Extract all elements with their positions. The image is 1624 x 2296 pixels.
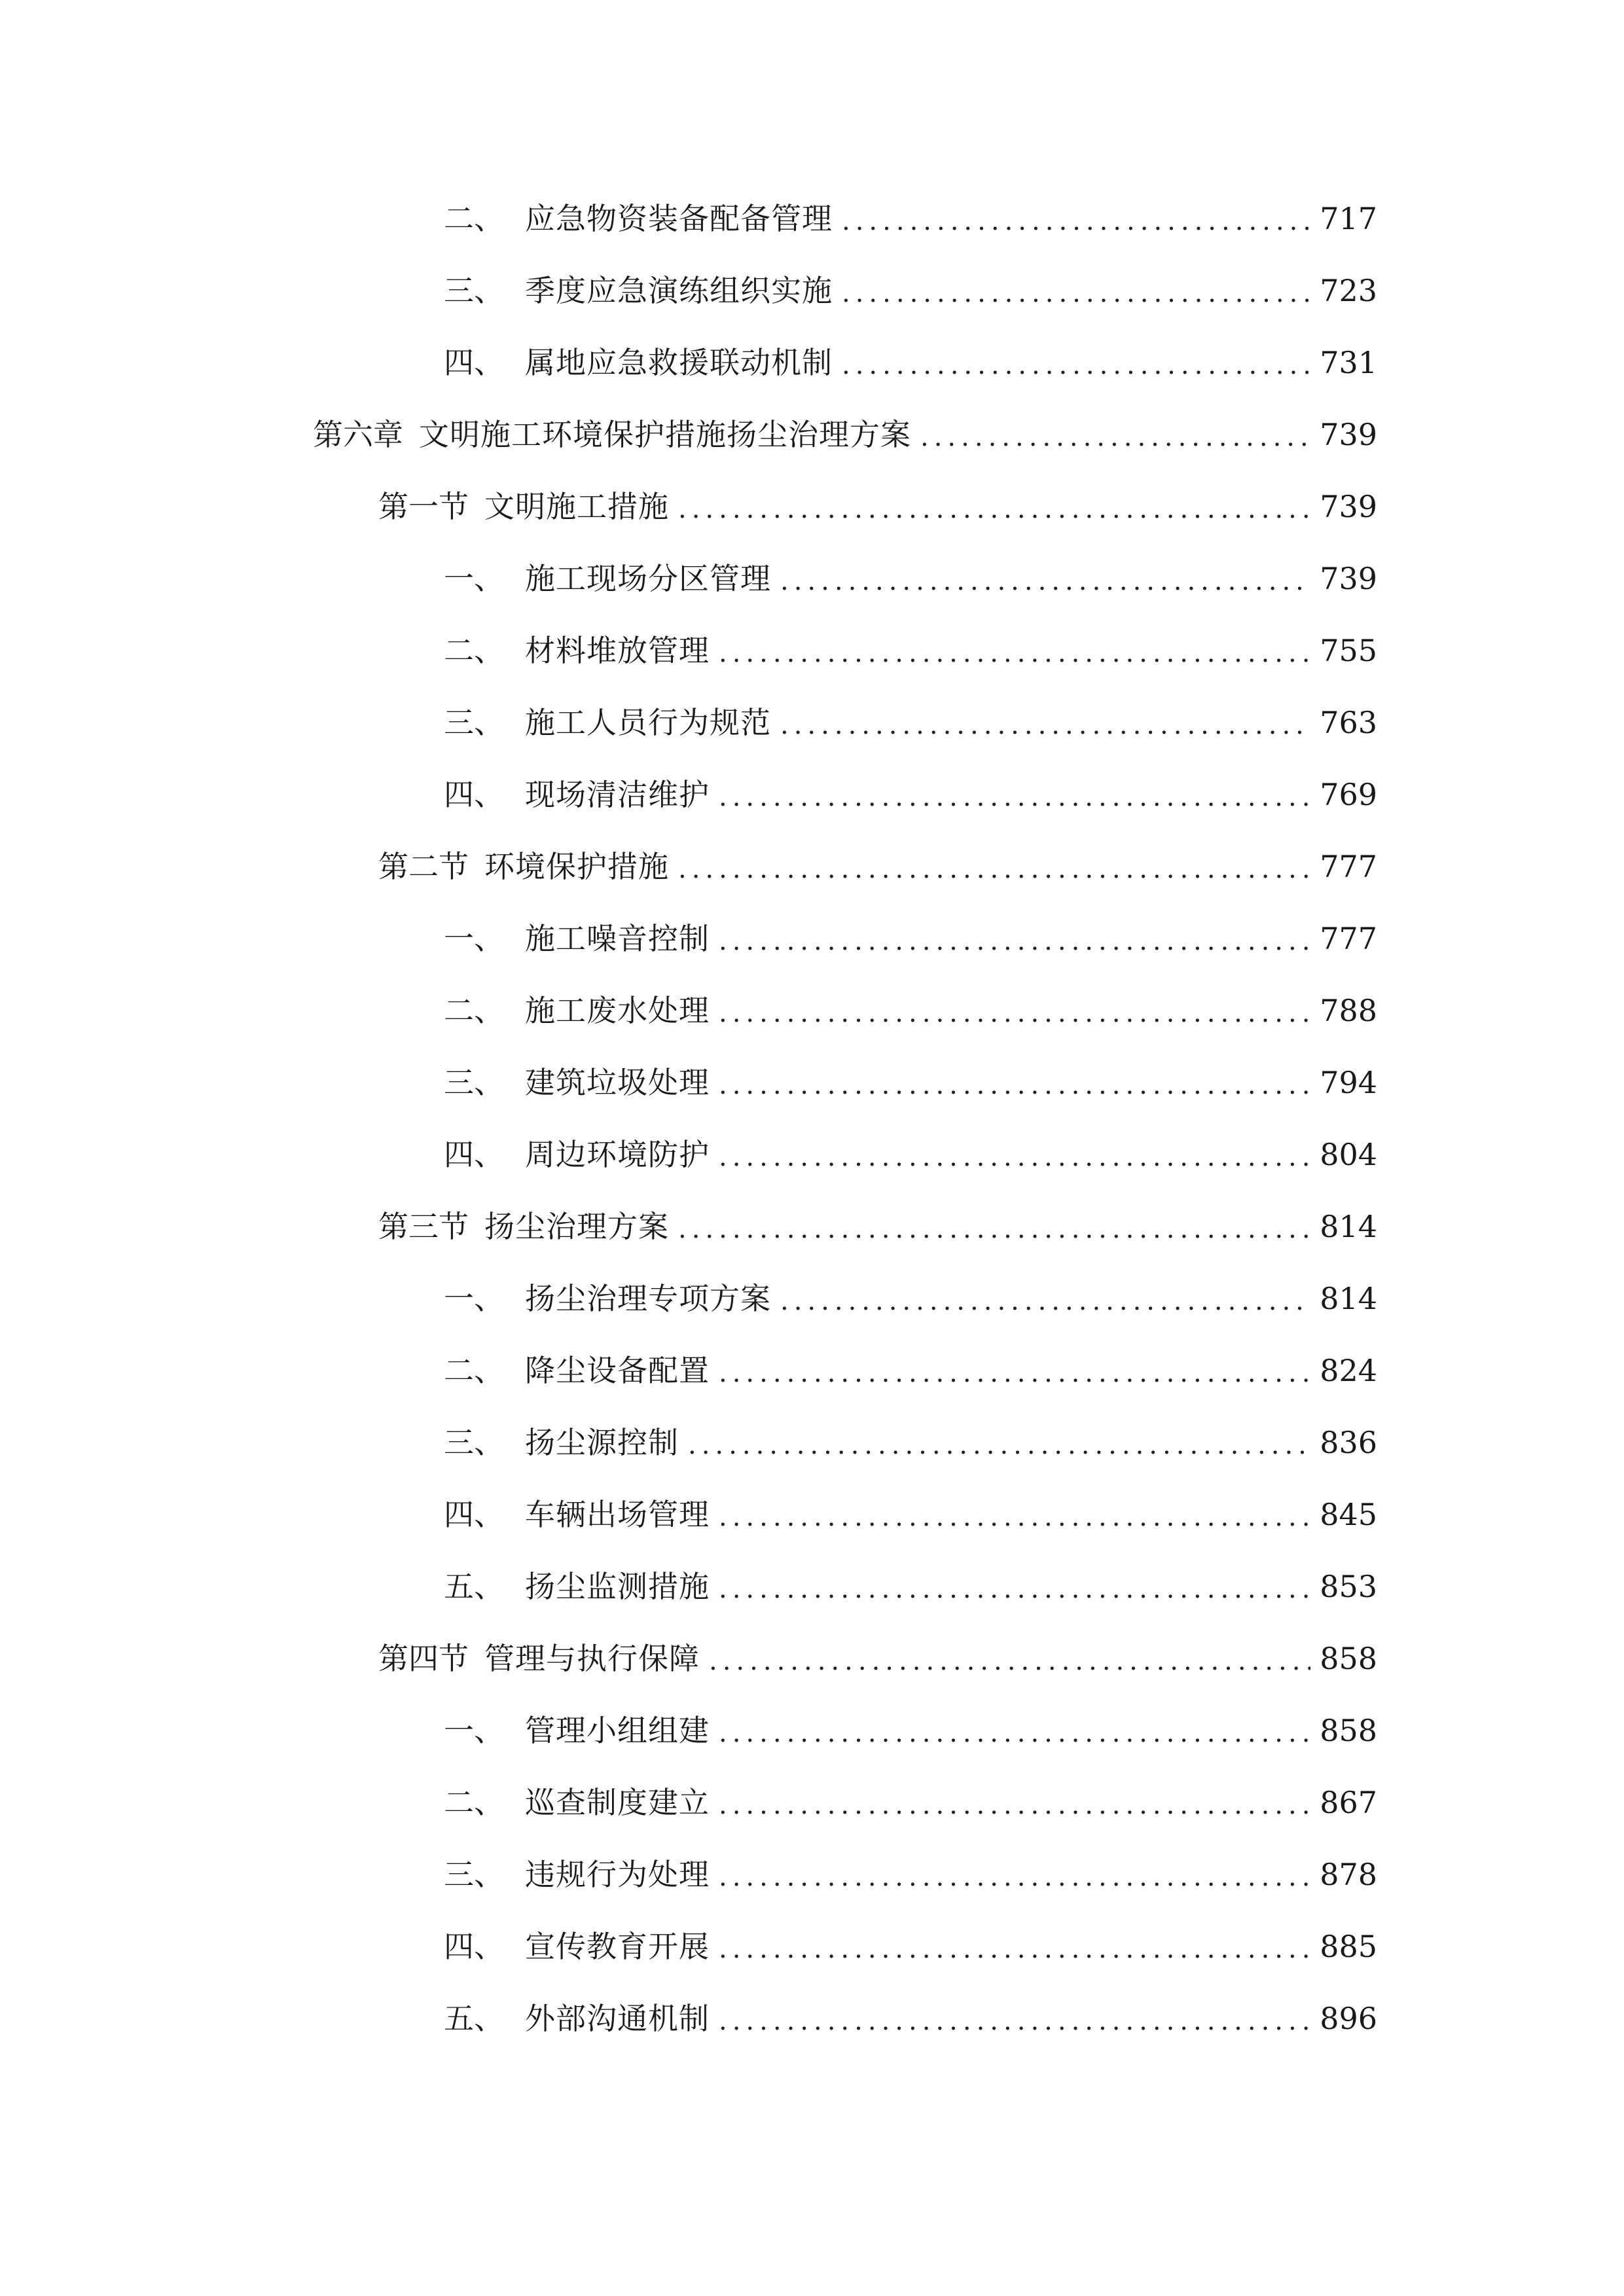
toc-entry-title: 建筑垃圾处理 bbox=[525, 1065, 710, 1100]
dot-leader bbox=[709, 1635, 1310, 1687]
toc-entry-number: 二、 bbox=[444, 993, 504, 1028]
dot-leader bbox=[678, 843, 1310, 895]
dot-leader bbox=[719, 1059, 1310, 1111]
toc-entry-number: 三、 bbox=[444, 705, 504, 740]
dot-leader bbox=[780, 699, 1310, 751]
toc-entry-title: 施工噪音控制 bbox=[525, 921, 710, 956]
toc-entry-page: 794 bbox=[1320, 1065, 1377, 1100]
toc-entry[interactable] bbox=[444, 1416, 1377, 1469]
toc-entry-number: 第二节 bbox=[378, 849, 469, 884]
dot-leader bbox=[719, 627, 1310, 679]
toc-entry-number: 第一节 bbox=[378, 489, 469, 524]
toc-entry-number: 一、 bbox=[444, 1713, 504, 1748]
toc-entry-number: 四、 bbox=[444, 1497, 504, 1532]
toc-entry-section[interactable] bbox=[378, 1200, 1377, 1253]
toc-entry[interactable] bbox=[444, 1704, 1377, 1757]
toc-entry-number: 三、 bbox=[444, 1425, 504, 1460]
toc-entry-number: 四、 bbox=[444, 345, 504, 380]
dot-leader bbox=[780, 555, 1310, 607]
toc-entry-page: 739 bbox=[1320, 489, 1377, 524]
toc-entry-page: 739 bbox=[1320, 417, 1377, 452]
toc-entry[interactable] bbox=[444, 768, 1377, 821]
toc-entry-title: 管理与执行保障 bbox=[484, 1641, 700, 1676]
toc-entry-number: 第三节 bbox=[378, 1209, 469, 1244]
toc-entry-page: 739 bbox=[1320, 561, 1377, 596]
dot-leader bbox=[920, 411, 1310, 463]
toc-entry-title: 应急物资装备配备管理 bbox=[525, 201, 833, 236]
toc-entry-number: 三、 bbox=[444, 1065, 504, 1100]
toc-entry-page: 717 bbox=[1320, 201, 1377, 236]
toc-entry-number: 五、 bbox=[444, 1569, 504, 1604]
toc-entry-number: 二、 bbox=[444, 1785, 504, 1820]
toc-entry-title: 周边环境防护 bbox=[525, 1137, 710, 1172]
toc-entry-page: 731 bbox=[1320, 345, 1377, 380]
toc-entry-page: 763 bbox=[1320, 705, 1377, 740]
toc-entry-page: 723 bbox=[1320, 273, 1377, 308]
toc-entry[interactable] bbox=[444, 1848, 1377, 1901]
dot-leader bbox=[678, 1203, 1310, 1255]
toc-entry-title: 管理小组组建 bbox=[525, 1713, 710, 1748]
dot-leader bbox=[678, 483, 1310, 535]
toc-entry-page: 824 bbox=[1320, 1353, 1377, 1388]
dot-leader bbox=[719, 1923, 1310, 1975]
toc-entry-number: 三、 bbox=[444, 273, 504, 308]
dot-leader bbox=[842, 267, 1310, 319]
toc-entry-page: 777 bbox=[1320, 921, 1377, 956]
toc-entry-page: 853 bbox=[1320, 1569, 1377, 1604]
toc-entry-number: 三、 bbox=[444, 1857, 504, 1892]
toc-entry-number: 一、 bbox=[444, 561, 504, 596]
toc-entry[interactable] bbox=[444, 552, 1377, 605]
toc-entry[interactable] bbox=[444, 912, 1377, 965]
toc-entry-number: 二、 bbox=[444, 201, 504, 236]
toc-entry-title: 扬尘监测措施 bbox=[525, 1569, 710, 1604]
toc-entry-section[interactable] bbox=[378, 480, 1377, 533]
toc-entry-title: 扬尘治理专项方案 bbox=[525, 1281, 771, 1316]
dot-leader bbox=[842, 195, 1310, 247]
toc-entry-page: 814 bbox=[1320, 1209, 1377, 1244]
toc-entry[interactable] bbox=[444, 1488, 1377, 1541]
dot-leader bbox=[719, 915, 1310, 967]
toc-entry-title: 违规行为处理 bbox=[525, 1857, 710, 1892]
toc-entry-page: 755 bbox=[1320, 633, 1377, 668]
toc-entry-title: 施工人员行为规范 bbox=[525, 705, 771, 740]
toc-entry-page: 814 bbox=[1320, 1281, 1377, 1316]
dot-leader bbox=[719, 1131, 1310, 1183]
dot-leader bbox=[719, 1563, 1310, 1615]
toc-entry-number: 五、 bbox=[444, 2001, 504, 2036]
toc-entry-number: 第六章 bbox=[313, 417, 403, 452]
toc-entry-title: 属地应急救援联动机制 bbox=[525, 345, 833, 380]
toc-entry-page: 878 bbox=[1320, 1857, 1377, 1892]
toc-entry[interactable] bbox=[444, 984, 1377, 1037]
toc-entry-page: 858 bbox=[1320, 1713, 1377, 1748]
toc-entry-title: 环境保护措施 bbox=[484, 849, 669, 884]
toc-entry[interactable] bbox=[444, 1920, 1377, 1973]
toc-entry[interactable] bbox=[444, 1776, 1377, 1829]
toc-entry-title: 宣传教育开展 bbox=[525, 1929, 710, 1964]
toc-entry-page: 885 bbox=[1320, 1929, 1377, 1964]
toc-entry[interactable] bbox=[444, 696, 1377, 749]
toc-entry-number: 四、 bbox=[444, 1137, 504, 1172]
dot-leader bbox=[780, 1275, 1310, 1327]
toc-entry-page: 788 bbox=[1320, 993, 1377, 1028]
toc-entry-title: 车辆出场管理 bbox=[525, 1497, 710, 1532]
toc-entry-title: 材料堆放管理 bbox=[525, 633, 710, 668]
toc-entry-section[interactable] bbox=[378, 1632, 1377, 1685]
toc-entry-chapter[interactable] bbox=[313, 408, 1377, 461]
dot-leader bbox=[719, 1491, 1310, 1543]
toc-entry-number: 二、 bbox=[444, 633, 504, 668]
toc-entry-page: 836 bbox=[1320, 1425, 1377, 1460]
toc-entry-page: 777 bbox=[1320, 849, 1377, 884]
toc-entry[interactable] bbox=[444, 624, 1377, 677]
dot-leader bbox=[719, 987, 1310, 1039]
toc-entry-title: 扬尘治理方案 bbox=[484, 1209, 669, 1244]
dot-leader bbox=[719, 1779, 1310, 1831]
toc-entry-number: 四、 bbox=[444, 777, 504, 812]
toc-entry[interactable] bbox=[444, 1992, 1377, 2045]
toc-entry-number: 第四节 bbox=[378, 1641, 469, 1676]
dot-leader bbox=[719, 1707, 1310, 1759]
toc-entry-page: 769 bbox=[1320, 777, 1377, 812]
dot-leader bbox=[719, 1347, 1310, 1399]
toc-entry-title: 降尘设备配置 bbox=[525, 1353, 710, 1388]
toc-entry-page: 896 bbox=[1320, 2001, 1377, 2036]
dot-leader bbox=[719, 1851, 1310, 1903]
toc-entry-title: 季度应急演练组织实施 bbox=[525, 273, 833, 308]
toc-entry-title: 文明施工措施 bbox=[484, 489, 669, 524]
dot-leader bbox=[719, 771, 1310, 823]
toc-entry[interactable] bbox=[444, 1128, 1377, 1181]
toc-entry-title: 巡查制度建立 bbox=[525, 1785, 710, 1820]
toc-entry[interactable] bbox=[444, 1272, 1377, 1325]
dot-leader bbox=[719, 1995, 1310, 2047]
toc-entry-page: 867 bbox=[1320, 1785, 1377, 1820]
toc-entry-section[interactable] bbox=[378, 840, 1377, 893]
toc-entry[interactable] bbox=[444, 264, 1377, 317]
dot-leader bbox=[842, 339, 1310, 391]
toc-entry-page: 804 bbox=[1320, 1137, 1377, 1172]
toc-entry[interactable] bbox=[444, 1344, 1377, 1397]
toc-entry-number: 二、 bbox=[444, 1353, 504, 1388]
toc-entry-title: 现场清洁维护 bbox=[525, 777, 710, 812]
toc-entry-title: 文明施工环境保护措施扬尘治理方案 bbox=[419, 417, 911, 452]
toc-entry-number: 四、 bbox=[444, 1929, 504, 1964]
toc-entry-title: 扬尘源控制 bbox=[525, 1425, 679, 1460]
toc-entry-number: 一、 bbox=[444, 921, 504, 956]
dot-leader bbox=[688, 1419, 1310, 1471]
toc-entry-title: 施工现场分区管理 bbox=[525, 561, 771, 596]
toc-entry[interactable] bbox=[444, 1560, 1377, 1613]
toc-entry-title: 施工废水处理 bbox=[525, 993, 710, 1028]
toc-entry-number: 一、 bbox=[444, 1281, 504, 1316]
toc-entry-page: 858 bbox=[1320, 1641, 1377, 1676]
toc-entry[interactable] bbox=[444, 192, 1377, 245]
toc-entry-page: 845 bbox=[1320, 1497, 1377, 1532]
toc-entry[interactable] bbox=[444, 336, 1377, 389]
toc-entry[interactable] bbox=[444, 1056, 1377, 1109]
toc-entry-title: 外部沟通机制 bbox=[525, 2001, 710, 2036]
